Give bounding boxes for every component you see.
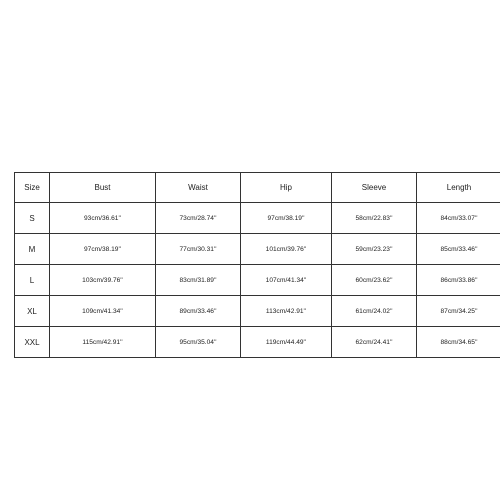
header-bust: Bust [50,173,156,203]
waist-cell: 77cm/30.31'' [156,234,241,265]
header-sleeve: Sleeve [332,173,417,203]
hip-cell: 113cm/42.91'' [241,296,332,327]
hip-cell: 97cm/38.19'' [241,203,332,234]
hip-cell: 119cm/44.49'' [241,327,332,358]
bust-cell: 103cm/39.76'' [50,265,156,296]
table-row [15,203,500,234]
size-chart-table [14,172,500,358]
table-header-row [15,173,500,203]
waist-cell: 95cm/35.04'' [156,327,241,358]
hip-cell: 107cm/41.34'' [241,265,332,296]
sleeve-cell: 61cm/24.02'' [332,296,417,327]
size-cell: L [15,265,50,296]
sleeve-cell: 59cm/23.23'' [332,234,417,265]
length-cell: 84cm/33.07'' [417,203,500,234]
bust-cell: 93cm/36.61'' [50,203,156,234]
size-cell: XL [15,296,50,327]
header-hip: Hip [241,173,332,203]
waist-cell: 83cm/31.89'' [156,265,241,296]
sleeve-cell: 60cm/23.62'' [332,265,417,296]
length-cell: 85cm/33.46'' [417,234,500,265]
header-length: Length [417,173,500,203]
bust-cell: 97cm/38.19'' [50,234,156,265]
table-row [15,265,500,296]
length-cell: 88cm/34.65'' [417,327,500,358]
table-row [15,234,500,265]
table-row [15,327,500,358]
waist-cell: 89cm/33.46'' [156,296,241,327]
size-cell: M [15,234,50,265]
header-size: Size [15,173,50,203]
length-cell: 87cm/34.25'' [417,296,500,327]
size-cell: XXL [15,327,50,358]
hip-cell: 101cm/39.76'' [241,234,332,265]
sleeve-cell: 58cm/22.83'' [332,203,417,234]
waist-cell: 73cm/28.74'' [156,203,241,234]
table-row [15,296,500,327]
bust-cell: 109cm/41.34'' [50,296,156,327]
sleeve-cell: 62cm/24.41'' [332,327,417,358]
bust-cell: 115cm/42.91'' [50,327,156,358]
size-cell: S [15,203,50,234]
length-cell: 86cm/33.86'' [417,265,500,296]
header-waist: Waist [156,173,241,203]
